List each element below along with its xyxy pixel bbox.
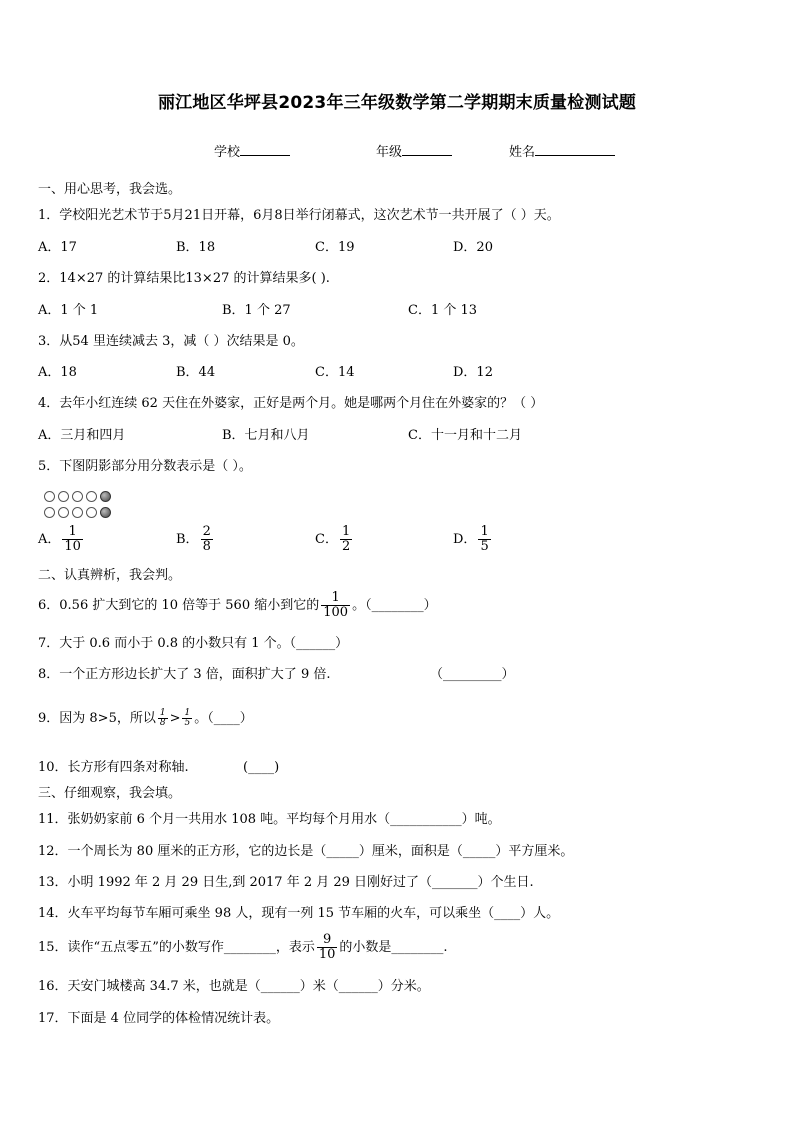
denominator: 10 <box>64 539 81 554</box>
name-blank[interactable] <box>535 143 615 156</box>
fraction <box>182 709 192 728</box>
q5-option-d[interactable] <box>453 525 493 555</box>
school-blank[interactable] <box>240 143 290 156</box>
question-10: 10．长方形有四条对称轴. <box>38 760 189 775</box>
option-label: B． <box>176 532 199 547</box>
question-4: 4．去年小红连续 62 天住在外婆家，正好是两个月。她是哪两个月住在外婆家的？（ ） <box>38 396 544 411</box>
q2-option-a[interactable]: A．1 个 1 <box>38 303 99 318</box>
q3-option-d[interactable]: D．12 <box>453 365 493 380</box>
question-9 <box>38 706 253 732</box>
denominator: 100 <box>323 605 349 620</box>
fraction <box>317 933 338 962</box>
question-13: 13．小明 1992 年 2 月 29 日生,到 2017 年 2 月 29 日刚好过了（_______）个生日. <box>38 875 534 890</box>
q6-answer-blank[interactable]: 。（________） <box>352 598 437 613</box>
question-3: 3．从54 里连续减去 3，减（ ）次结果是 0。 <box>38 334 304 349</box>
greater-than-sign: > <box>169 711 181 726</box>
shaded-circle-icon <box>100 507 111 518</box>
section-2-heading: 二、认真辨析，我会判。 <box>38 568 182 583</box>
q1-option-a[interactable]: A．17 <box>38 240 77 255</box>
grade-label: 年级 <box>376 145 403 160</box>
question-15 <box>38 930 448 966</box>
q9-text: 9．因为 8>5，所以 <box>38 711 156 726</box>
q10-answer-blank[interactable]: (____) <box>243 760 280 775</box>
circle-icon <box>72 507 83 518</box>
school-field[interactable] <box>214 141 290 160</box>
section-3-heading: 三、仔细观察，我会填。 <box>38 786 182 801</box>
fraction <box>340 525 352 554</box>
numerator: 1 <box>68 524 77 539</box>
question-11: 11．张奶奶家前 6 个月一共用水 108 吨。平均每个月用水（___________）吨。 <box>38 812 501 827</box>
question-17: 17．下面是 4 位同学的体检情况统计表。 <box>38 1011 280 1026</box>
numerator: 1 <box>341 524 351 539</box>
denominator: 8 <box>159 718 166 728</box>
name-field[interactable] <box>509 141 615 160</box>
q2-option-b[interactable]: B．1 个 27 <box>222 303 291 318</box>
circle-icon <box>86 507 97 518</box>
fraction <box>62 525 83 554</box>
question-16: 16．天安门城楼高 34.7 米，也就是（______）米（______）分米。 <box>38 979 430 994</box>
fraction <box>158 709 168 728</box>
option-label: D． <box>453 532 477 547</box>
grade-field[interactable] <box>376 141 452 160</box>
numerator: 9 <box>322 932 332 947</box>
shaded-circle-icon <box>100 491 111 502</box>
question-7: 7．大于 0.6 而小于 0.8 的小数只有 1 个。（______） <box>38 636 349 651</box>
q1-option-c[interactable]: C．19 <box>315 240 355 255</box>
q5-option-b[interactable] <box>176 525 215 555</box>
circle-figure-row-2 <box>44 507 111 518</box>
q5-option-a[interactable] <box>38 525 85 555</box>
q4-option-c[interactable]: C．十一月和十二月 <box>408 428 522 443</box>
question-6 <box>38 590 437 622</box>
question-1: 1．学校阳光艺术节于5月21日开幕，6月8日举行闭幕式，这次艺术节一共开展了（ ）天。 <box>38 208 560 223</box>
page-title: 丽江地区华坪县2023年三年级数学第二学期期末质量检测试题 <box>157 93 637 113</box>
question-8: 8．一个正方形边长扩大了 3 倍，面积扩大了 9 倍. <box>38 667 331 682</box>
option-label: A． <box>38 532 61 547</box>
q1-option-b[interactable]: B．18 <box>176 240 216 255</box>
circle-icon <box>44 491 55 502</box>
denominator: 5 <box>480 539 489 554</box>
numerator: 1 <box>480 524 489 539</box>
q15-text: 15．读作“五点零五”的小数写作________，表示 <box>38 940 315 955</box>
numerator: 1 <box>331 590 340 605</box>
q2-option-c[interactable]: C．1 个 13 <box>408 303 478 318</box>
circle-icon <box>58 491 69 502</box>
q8-answer-blank[interactable]: （_________） <box>430 667 515 682</box>
q3-option-a[interactable]: A．18 <box>38 365 77 380</box>
circle-figure-row-1 <box>44 491 111 502</box>
q6-text: 6．0.56 扩大到它的 10 倍等于 560 缩小到它的 <box>38 598 320 613</box>
q5-option-c[interactable] <box>315 525 354 555</box>
fraction <box>201 525 213 554</box>
denominator: 5 <box>184 718 191 728</box>
numerator: 1 <box>159 708 166 718</box>
denominator: 10 <box>318 947 336 962</box>
denominator: 2 <box>341 539 351 554</box>
q3-option-b[interactable]: B．44 <box>176 365 216 380</box>
question-14: 14．火车平均每节车厢可乘坐 98 人，现有一列 15 节车厢的火车，可以乘坐（____）人。 <box>38 906 560 921</box>
question-12: 12．一个周长为 80 厘米的正方形，它的边长是（_____）厘米，面积是（_____）平方厘米。 <box>38 844 574 859</box>
numerator: 2 <box>202 524 211 539</box>
section-1-heading: 一、用心思考，我会选。 <box>38 182 182 197</box>
circle-icon <box>44 507 55 518</box>
q3-option-c[interactable]: C．14 <box>315 365 355 380</box>
grade-blank[interactable] <box>402 143 452 156</box>
circle-icon <box>86 491 97 502</box>
circle-icon <box>58 507 69 518</box>
school-label: 学校 <box>214 145 241 160</box>
fraction <box>321 591 350 620</box>
q1-option-d[interactable]: D．20 <box>453 240 493 255</box>
q9-answer-blank[interactable]: 。（____） <box>194 711 253 726</box>
question-2: 2．14×27 的计算结果比13×27 的计算结果多( ). <box>38 271 330 286</box>
fraction <box>478 525 490 554</box>
circle-icon <box>72 491 83 502</box>
q15-text-end: 的小数是________. <box>339 940 448 955</box>
name-label: 姓名 <box>509 145 536 160</box>
q4-option-a[interactable]: A．三月和四月 <box>38 428 126 443</box>
numerator: 1 <box>184 708 191 718</box>
denominator: 8 <box>202 539 211 554</box>
question-5: 5．下图阴影部分用分数表示是（ ）。 <box>38 459 252 474</box>
option-label: C． <box>315 532 338 547</box>
q4-option-b[interactable]: B．七月和八月 <box>222 428 310 443</box>
